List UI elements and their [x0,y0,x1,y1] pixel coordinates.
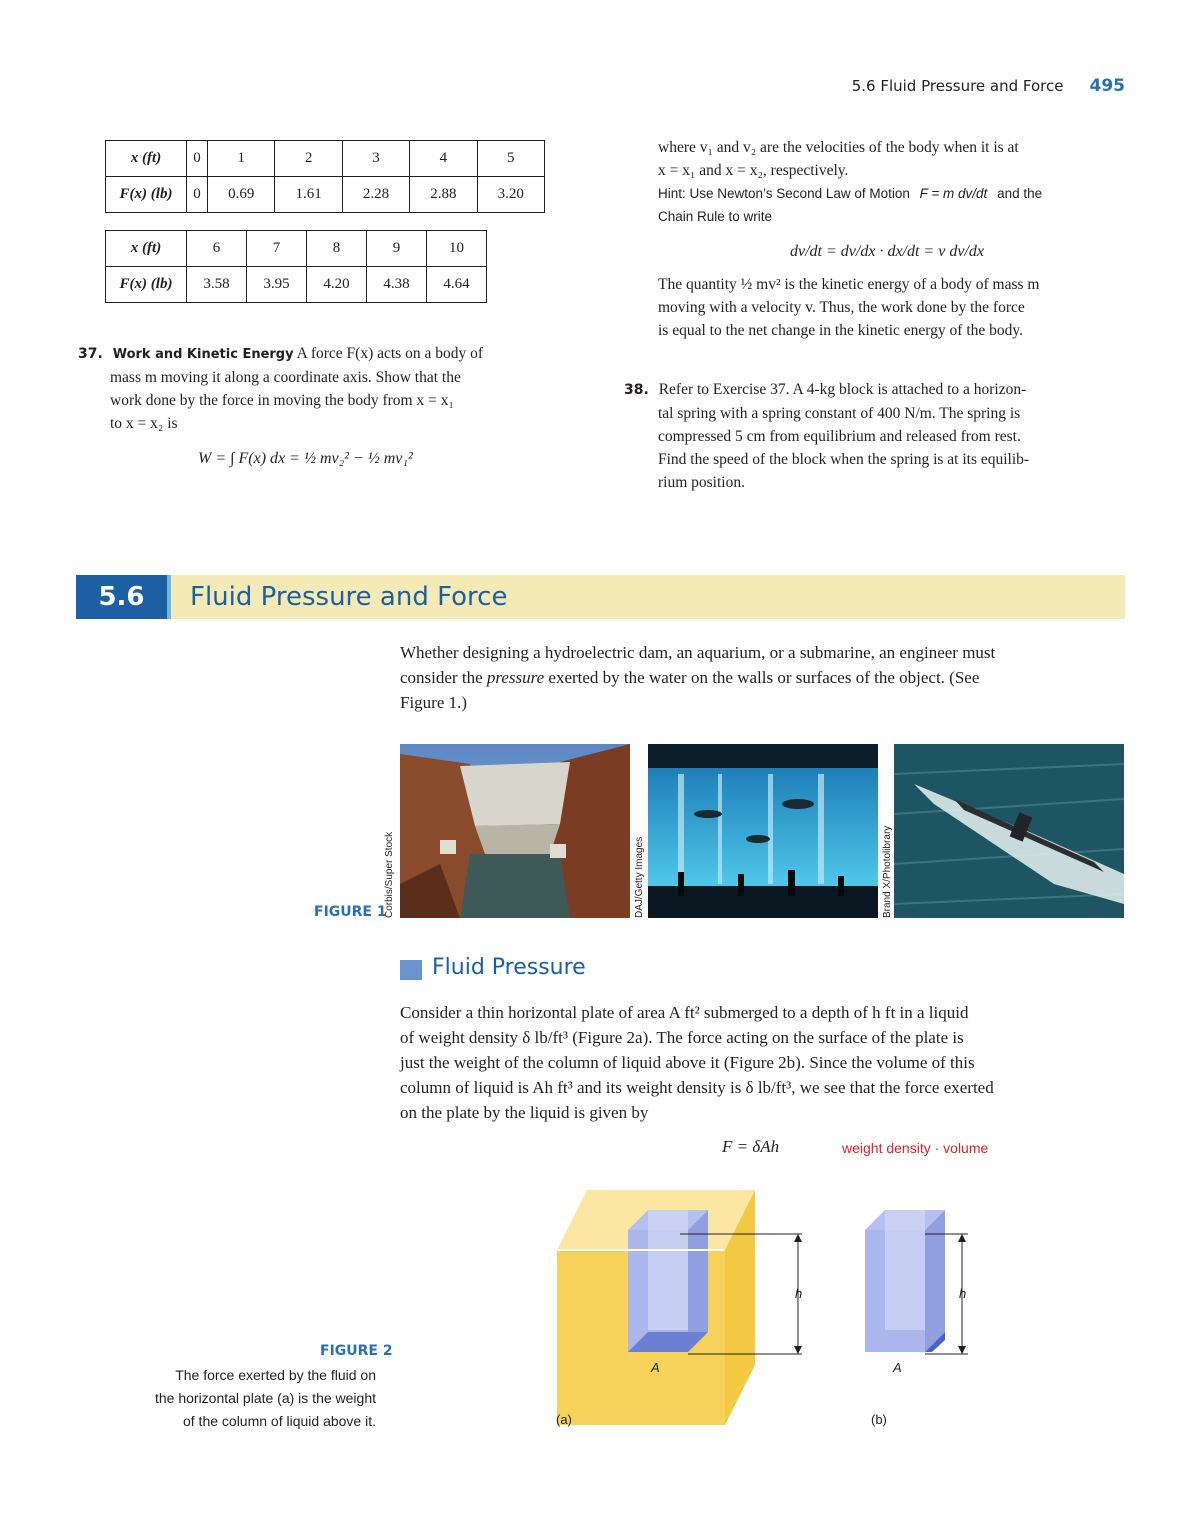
table-cell: 3.95 [247,267,307,303]
formula-annotation: weight density · volume [842,1140,989,1156]
paragraph-text: exerted by the water on the walls or surfaces of the object. (See [544,668,980,687]
hint-text: Chain Rule to write [658,209,773,224]
table-cell: 4.64 [427,267,487,303]
depth-label-a: h [795,1286,803,1301]
table-header-cell: x (ft) [106,231,187,267]
table-row [106,231,487,267]
area-label-b: A [893,1360,902,1375]
exercise-text: Refer to Exercise 37. A 4-kg block is attached to a horizon- [658,381,1027,398]
exercise-text: where v₁ and v₂ are the velocities of the body when it is at [658,139,1019,156]
table-cell: 5 [477,141,544,177]
page-number: 495 [1089,76,1125,96]
table-cell: 0 [187,141,208,177]
work-energy-equation: W = ∫ F(x) dx = ½ mv₂² − ½ mv₁² [198,450,413,467]
exercise-38 [624,378,1124,494]
table-row [106,141,545,177]
aquarium-photo [648,744,878,918]
table-cell: 4.38 [367,267,427,303]
dam-photo [400,744,630,918]
table-cell: 7 [247,231,307,267]
hint-text: Hint: Use Newton’s Second Law of Motion [658,186,910,201]
subsection-marker [400,960,422,980]
table-cell: 4.20 [307,267,367,303]
photo-credit: Corbis/Super Stock [384,831,395,918]
exercise-37-continued [658,136,1128,342]
table-cell: 1 [208,141,275,177]
exercise-text: x = x₁ and x = x₂, respectively. [658,162,849,179]
exercise-title: Work and Kinetic Energy [112,347,294,362]
paragraph-text: consider the [400,668,487,687]
table-cell: 2.88 [410,177,477,213]
paragraph-line: of weight density δ lb/ft³ (Figure 2a). The force acting on the surface of the plate is [400,1028,964,1047]
paragraph-line: just the weight of the column of liquid above it (Figure 2b). Since the volume of this [400,1053,975,1072]
panel-label-b: (b) [871,1412,887,1427]
table-cell: 2.28 [342,177,409,213]
exercise-text: Find the speed of the block when the spring is at its equilib- [658,451,1030,468]
table-header-cell: F(x) (lb) [106,267,187,303]
table-cell: 2 [275,141,342,177]
table-header-cell: x (ft) [106,141,187,177]
exercise-text: The quantity ½ mv² is the kinetic energy of a body of mass m [658,276,1040,293]
caption-line: The force exerted by the fluid on [175,1367,376,1383]
exercise-text: is equal to the net change in the kinetic energy of the body. [658,322,1023,339]
table-header-cell: F(x) (lb) [106,177,187,213]
exercise-text: mass m moving it along a coordinate axis. Show that the [110,369,461,386]
values-table-1 [105,140,545,213]
table-cell: 8 [307,231,367,267]
exercise-text: to x = x₂ is [110,415,178,432]
hint-equation: F = m dv/dt [919,186,988,201]
depth-label-b: h [959,1286,967,1301]
banner-divider [167,575,171,619]
exercise-number: 37. [78,346,103,362]
running-head [852,76,1125,96]
values-table-2 [105,230,487,303]
section-number: 5.6 [76,575,167,619]
table-row [106,267,487,303]
panel-label-a: (a) [556,1412,572,1427]
figure-1-label: FIGURE 1 [314,904,387,920]
emphasis-text: pressure [486,668,545,687]
paragraph-line: Consider a thin horizontal plate of area A ft² submerged to a depth of h ft in a liquid [400,1003,969,1022]
figure-2-caption [80,1364,376,1433]
exercise-text: A force F(x) acts on a body of [296,345,484,362]
table-cell: 10 [427,231,487,267]
caption-line: the horizontal plate (a) is the weight [154,1390,376,1406]
paragraph-line: Whether designing a hydroelectric dam, an aquarium, or a submarine, an engineer must [400,643,996,662]
running-head-section: 5.6 Fluid Pressure and Force [851,77,1064,95]
table-cell: 3 [342,141,409,177]
exercise-text: work done by the force in moving the body from x = x₁ [110,392,454,409]
table-cell: 9 [367,231,427,267]
exercise-text: tal spring with a spring constant of 400 N/m. The spring is [658,405,1021,422]
figure-2-label: FIGURE 2 [320,1343,393,1359]
table-row [106,177,545,213]
area-label-a: A [651,1360,660,1375]
intro-paragraph [400,640,1126,715]
table-cell: 0.69 [208,177,275,213]
table-cell: 4 [410,141,477,177]
paragraph-line: on the plate by the liquid is given by [400,1103,649,1122]
photo-credit: DAJ/Getty Images [634,836,645,918]
exercise-text: moving with a velocity v. Thus, the work done by the force [658,299,1025,316]
chain-rule-equation: dv/dt = dv/dx · dx/dt = v dv/dx [790,243,984,260]
table-cell: 3.58 [187,267,247,303]
photo-credit: Brand X/Photolibrary [882,825,893,918]
subsection-title: Fluid Pressure [432,955,586,980]
hint-text: and the [997,186,1043,201]
paragraph-line: Figure 1.) [400,693,468,712]
table-cell: 1.61 [275,177,342,213]
table-cell: 6 [187,231,247,267]
table-cell: 0 [187,177,208,213]
paragraph-line: column of liquid is Ah ft³ and its weight density is δ lb/ft³, we see that the force exerted [400,1078,994,1097]
section-title: Fluid Pressure and Force [190,582,508,612]
table-cell: 3.20 [477,177,544,213]
figure-2-diagram [540,1180,1000,1430]
exercise-number: 38. [624,382,649,398]
exercise-text: rium position. [658,474,745,491]
submarine-photo [894,744,1124,918]
fluid-pressure-paragraph [400,1000,1126,1125]
caption-line: of the column of liquid above it. [182,1413,376,1429]
exercise-text: compressed 5 cm from equilibrium and released from rest. [658,428,1021,445]
exercise-37 [78,342,548,470]
force-formula: F = δAh [722,1137,780,1156]
